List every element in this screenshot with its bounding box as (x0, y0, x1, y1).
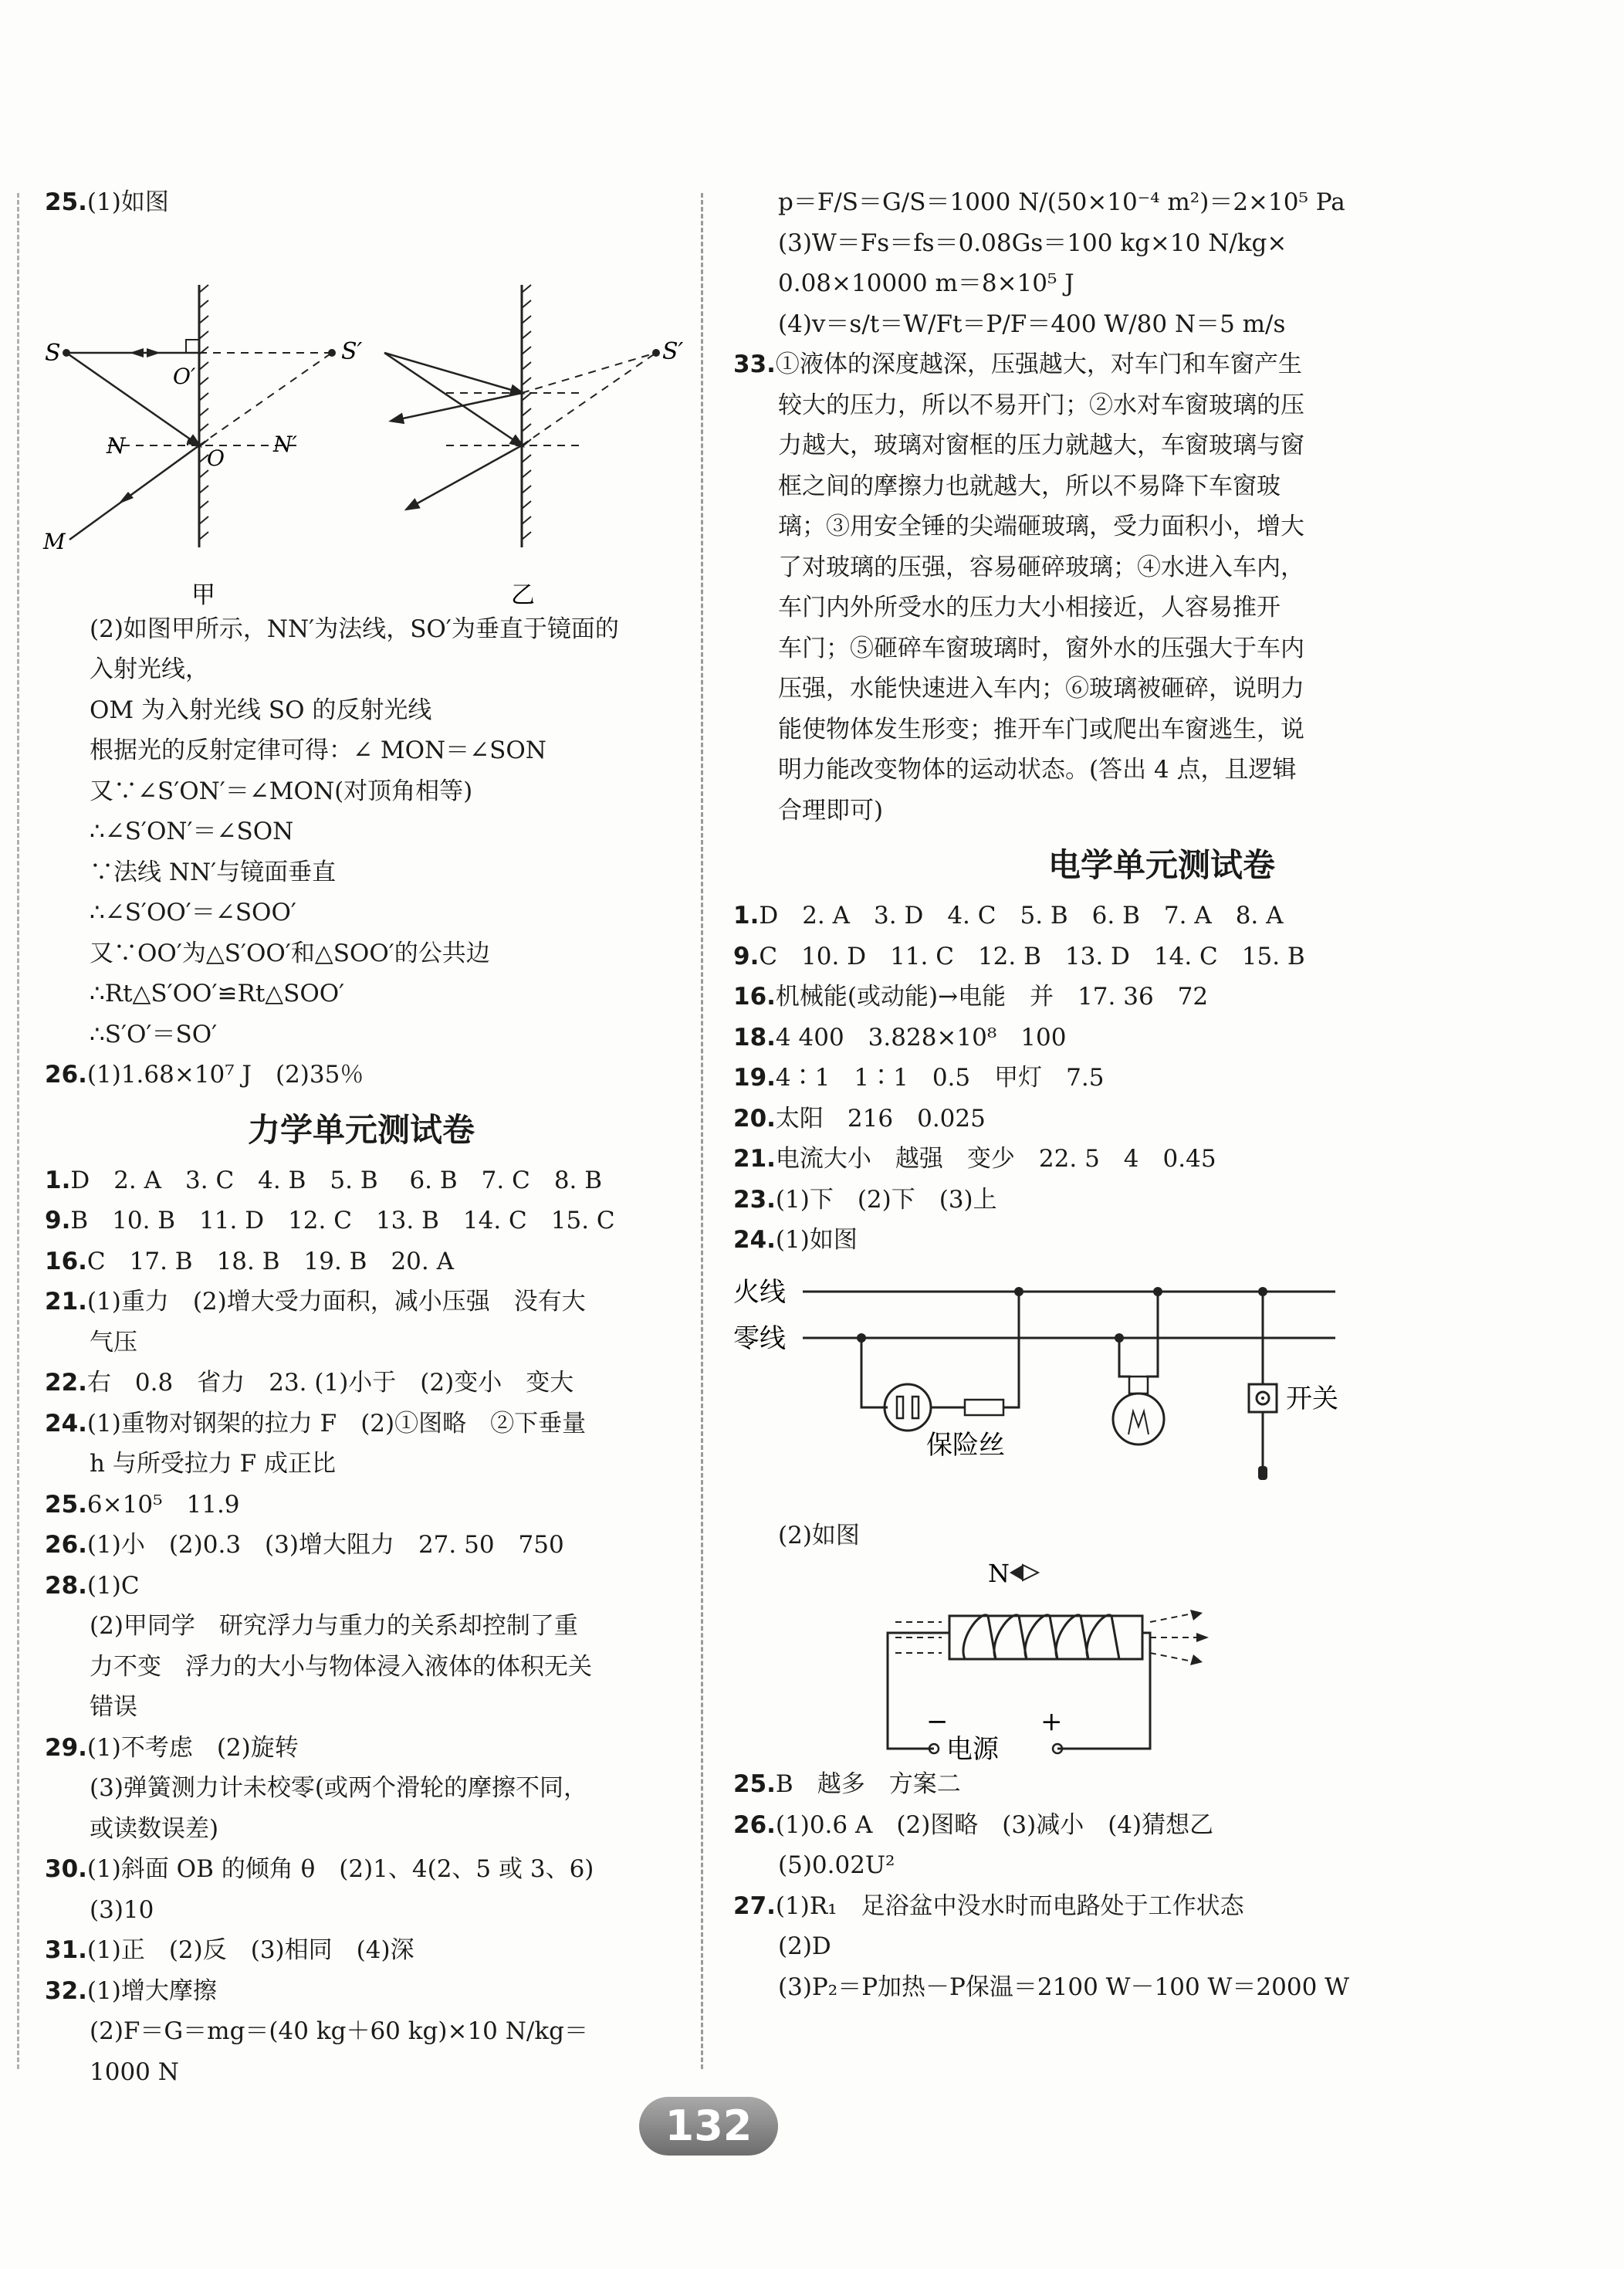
text-line: 21.电流大小 越强 变少 22. 5 4 0.45 (733, 1145, 1216, 1173)
text-line: 压强，水能快速进入车内；⑥玻璃被砸碎，说明力 (778, 675, 1304, 703)
question-number: 9. (45, 1207, 71, 1234)
label-O: O (207, 445, 225, 471)
page-number-badge: 132 (639, 2097, 778, 2156)
text-line: 又∵OO′为△S′OO′和△SOO′的公共边 (90, 939, 490, 967)
question-number: 25. (45, 1490, 87, 1519)
question-number: 1. (45, 1166, 71, 1194)
question-number: 1. (733, 902, 760, 930)
text-line: 璃；③用安全锤的尖端砸玻璃，受力面积小，增大 (778, 513, 1304, 540)
text-line: ∴∠S′ON′＝∠SON (90, 818, 294, 845)
question-number: 29. (45, 1733, 87, 1762)
text-line: (2)甲同学 研究浮力与重力的关系却控制了重 (90, 1612, 578, 1640)
label-S-prime-yi: S′ (662, 337, 684, 365)
power-source-label: 电源 (946, 1734, 999, 1765)
text-line: 或读数误差) (90, 1814, 219, 1843)
question-number: 25. (45, 188, 87, 216)
text-block (733, 182, 1590, 831)
text-block (733, 1764, 1590, 2007)
question-number: 28. (45, 1571, 87, 1600)
solenoid-diagram (733, 1556, 1590, 1764)
text-line: 26.(1)0.6 A (2)图略 (3)减小 (4)猜想乙 (733, 1810, 1214, 1839)
minus-label: − (926, 1706, 949, 1737)
text-line: (3)10 (90, 1895, 154, 1924)
question-number: 22. (45, 1369, 87, 1397)
text-line: (2)D (778, 1932, 831, 1960)
text-line: (3)W＝Fs＝fs＝0.08Gs＝100 kg×10 N/kg× (778, 229, 1287, 257)
question-number: 21. (45, 1288, 87, 1316)
right-column (733, 182, 1590, 2007)
text-line: 较大的压力，所以不易开门；②水对车窗玻璃的压 (778, 391, 1304, 419)
question-number: 27. (733, 1891, 776, 1920)
text-line: 合理即可) (778, 796, 884, 825)
text-line: p＝F/S＝G/S＝1000 N/(50×10⁻⁴ m²)＝2×10⁵ Pa (778, 188, 1345, 216)
household-circuit (733, 1261, 1590, 1515)
question-number: 20. (733, 1104, 776, 1133)
left-column (43, 182, 684, 2092)
text-line: 1000 N (90, 2057, 179, 2086)
text-block (733, 1515, 1590, 1556)
text-line: 又∵∠S′ON′＝∠MON(对顶角相等) (90, 777, 473, 805)
text-line: ∴Rt△S′OO′≌Rt△SOO′ (90, 980, 345, 1008)
text-line: 26.(1)1.68×10⁷ J (2)35％ (45, 1061, 364, 1089)
text-line: 26.(1)小 (2)0.3 (3)增大阻力 27. 50 750 (45, 1531, 564, 1559)
text-line: 16.机械能(或动能)→电能 并 17. 36 72 (733, 983, 1209, 1011)
left-margin-line (17, 193, 19, 2069)
question-number: 16. (45, 1247, 87, 1275)
reflection-figure (43, 223, 684, 609)
question-number: 32. (45, 1976, 87, 2005)
text-line: 1.D 2. A 3. C 4. B 5. B 6. B 7. C 8. B (45, 1166, 603, 1194)
question-number: 24. (733, 1226, 776, 1254)
text-line: 能使物体发生形变；推开车门或爬出车窗逃生，说 (778, 715, 1304, 743)
label-S-prime: S′ (341, 337, 363, 365)
text-line: 9.C 10. D 11. C 12. B 13. D 14. C 15. B (733, 942, 1305, 970)
neutral-wire-label: 零线 (733, 1322, 786, 1354)
question-number: 23. (733, 1185, 776, 1214)
text-line: ∵法线 NN′与镜面垂直 (90, 858, 337, 886)
text-line: (2)F＝G＝mg＝(40 kg＋60 kg)×10 N/kg＝ (90, 2017, 588, 2045)
text-line: 车门内外所受水的压力大小相接近，人容易推开 (778, 594, 1281, 621)
label-O-prime: O′ (173, 363, 196, 389)
text-line: 20.太阳 216 0.025 (733, 1104, 986, 1133)
text-line: 根据光的反射定律可得：∠ MON＝∠SON (90, 737, 546, 764)
text-line: 0.08×10000 m＝8×10⁵ J (778, 269, 1074, 297)
text-line: 25.B 越多 方案二 (733, 1770, 961, 1798)
text-line: 29.(1)不考虑 (2)旋转 (45, 1733, 299, 1762)
text-line: h 与所受拉力 F 成正比 (90, 1450, 337, 1478)
text-line: 1.D 2. A 3. D 4. C 5. B 6. B 7. A 8. A (733, 902, 1284, 930)
question-number: 18. (733, 1023, 776, 1052)
text-line: 气压 (90, 1328, 137, 1356)
text-line: 18.4 400 3.828×10⁸ 100 (733, 1023, 1067, 1052)
text-line: 错误 (90, 1693, 137, 1721)
question-number: 26. (45, 1531, 87, 1559)
question-number: 24. (45, 1409, 87, 1438)
text-block (45, 1160, 678, 2093)
text-line: (3)P₂＝P加热－P保温＝2100 W－100 W＝2000 W (778, 1973, 1350, 2001)
text-line: (3)弹簧测力计未校零(或两个滑轮的摩擦不同， (90, 1774, 588, 1802)
electricity-test-title: 电学单元测试卷 (1047, 846, 1275, 884)
question-number: 19. (733, 1064, 776, 1092)
text-line: 车门；⑤砸碎车窗玻璃时，窗外水的压强大于车内 (778, 634, 1304, 662)
caption-yi: 乙 (511, 581, 535, 609)
label-N: N (107, 432, 126, 459)
text-line: 33.①液体的深度越深，压强越大，对车门和车窗产生 (733, 351, 1302, 378)
fuse-label: 保险丝 (926, 1429, 1005, 1461)
text-line: 22.右 0.8 省力 23. (1)小于 (2)变小 变大 (45, 1369, 574, 1397)
label-M: M (43, 528, 66, 554)
solenoid-figure (733, 1556, 1590, 1764)
text-line: 23.(1)下 (2)下 (3)上 (733, 1185, 997, 1214)
text-line: 31.(1)正 (2)反 (3)相同 (4)深 (45, 1936, 414, 1964)
text-line: 21.(1)重力 (2)增大受力面积，减小压强 没有大 (45, 1288, 586, 1316)
text-line: 24.(1)重物对钢架的拉力 F (2)①图略 ②下垂量 (45, 1409, 587, 1438)
question-number: 31. (45, 1936, 87, 1964)
question-number: 16. (733, 983, 776, 1011)
text-line: 27.(1)R₁ 足浴盆中没水时而电路处于工作状态 (733, 1891, 1244, 1920)
text-line: ∴∠S′OO′＝∠SOO′ (90, 899, 296, 926)
text-line: 32.(1)增大摩擦 (45, 1976, 217, 2005)
text-line: 16.C 17. B 18. B 19. B 20. A (45, 1247, 454, 1275)
text-line: 入射光线， (90, 655, 209, 683)
text-line: OM 为入射光线 SO 的反射光线 (90, 696, 432, 724)
reflection-diagram (43, 223, 684, 609)
question-number: 26. (733, 1810, 776, 1839)
fire-wire-label: 火线 (733, 1276, 786, 1308)
text-line: 25.(1)如图 (45, 188, 169, 216)
text-line: (2)如图 (778, 1521, 860, 1549)
text-line: 25.6×10⁵ 11.9 (45, 1490, 240, 1519)
household-circuit-figure (733, 1261, 1590, 1515)
text-line: 了对玻璃的压强，容易砸碎玻璃；④水进入车内， (778, 553, 1304, 581)
switch-label: 开关 (1286, 1383, 1338, 1414)
text-line: 30.(1)斜面 OB 的倾角 θ (2)1、4(2、5 或 3、6) (45, 1855, 594, 1883)
text-line: 框之间的摩擦力也就越大，所以不易降下车窗玻 (778, 472, 1281, 500)
text-line: 24.(1)如图 (733, 1226, 858, 1254)
question-number: 21. (733, 1145, 776, 1173)
text-block (45, 182, 678, 223)
question-number: 33. (733, 351, 776, 378)
label-N-prime: N′ (273, 431, 297, 457)
question-number: 9. (733, 942, 760, 970)
text-block (733, 896, 1590, 1261)
column-divider (701, 193, 703, 2069)
text-line: (4)v＝s/t＝W/Ft＝P/F＝400 W/80 N＝5 m/s (778, 310, 1286, 338)
mechanics-test-title: 力学单元测试卷 (247, 1110, 475, 1149)
question-number: 30. (45, 1855, 87, 1883)
text-line: ∴S′O′＝SO′ (90, 1020, 218, 1048)
north-pole-label: N (988, 1559, 1010, 1588)
label-S: S (45, 339, 61, 367)
plus-label: + (1040, 1706, 1063, 1737)
text-line: (5)0.02U² (778, 1851, 895, 1879)
text-block (45, 609, 678, 1096)
text-line: 9.B 10. B 11. D 12. C 13. B 14. C 15. C (45, 1207, 615, 1234)
text-line: 力不变 浮力的大小与物体浸入液体的体积无关 (90, 1652, 592, 1681)
text-line: (2)如图甲所示，NN′为法线，SO′为垂直于镜面的 (90, 615, 619, 643)
caption-jia: 甲 (191, 581, 215, 609)
question-number: 26. (45, 1061, 87, 1089)
text-line: 28.(1)C (45, 1571, 140, 1600)
question-number: 25. (733, 1770, 776, 1798)
text-line: 明力能改变物体的运动状态。(答出 4 点，且逻辑 (778, 756, 1297, 784)
text-line: 力越大，玻璃对窗框的压力就越大，车窗玻璃与窗 (778, 432, 1304, 459)
text-line: 19.4∶1 1∶1 0.5 甲灯 7.5 (733, 1064, 1105, 1092)
